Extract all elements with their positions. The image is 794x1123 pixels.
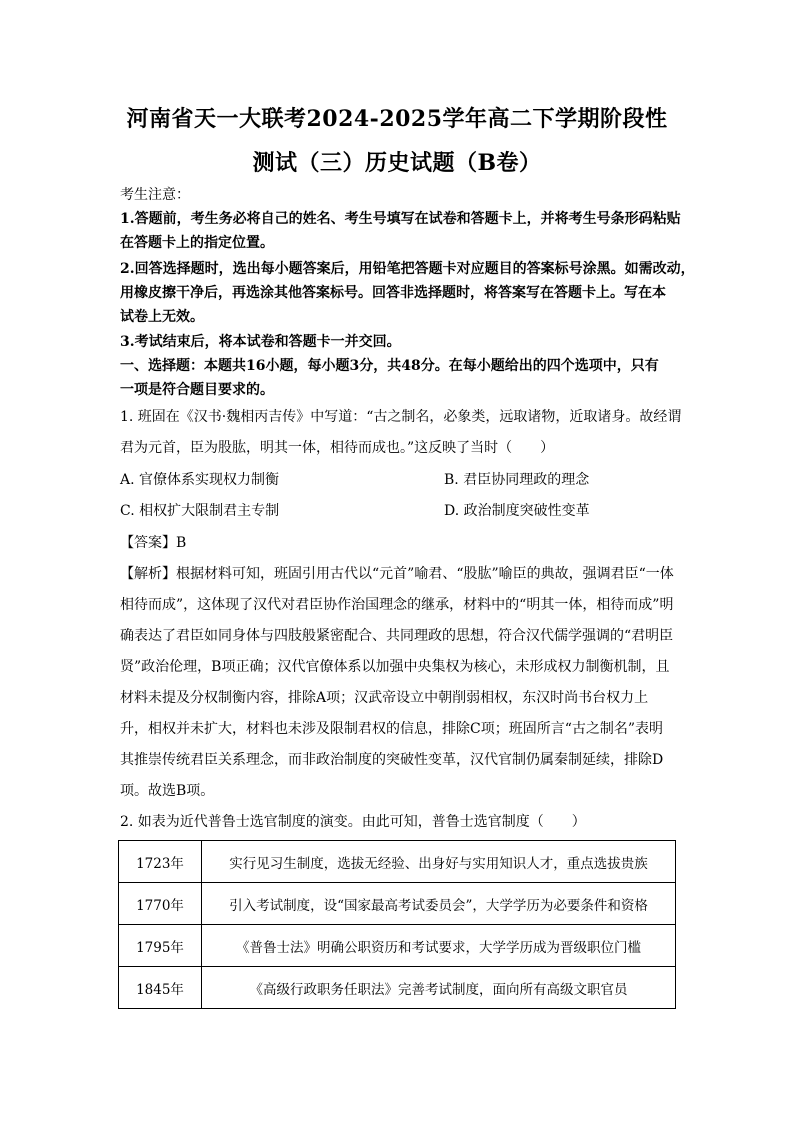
- q1-analysis-line: 相待而成”，这体现了汉代对君臣协作治国理念的继承，材料中的“明其一体，相待而成”明: [120, 597, 674, 613]
- table-row: [119, 925, 676, 967]
- table-cell-content: 引入考试制度，设“国家最高考试委员会”，大学学历为必要条件和资格: [202, 883, 676, 925]
- q1-stem-line: 君为元首，臣为股肱，明其一体，相待而成也。”这反映了当时（ ）: [120, 440, 555, 456]
- q1-analysis-line: 贤”政治伦理，B项正确；汉代官僚体系以加强中央集权为核心，未形成权力制衡机制，且: [120, 659, 670, 675]
- notice-line: 在答题卡上的指定位置。: [120, 235, 274, 251]
- table-row: [119, 841, 676, 883]
- q1-stem-line: 1. 班固在《汉书·魏相丙吉传》中写道：“古之制名，必象类，远取诸物，近取诸身。故经谓: [120, 409, 682, 425]
- notice-heading: 考生注意：: [120, 187, 190, 203]
- section-heading-cont: 一项是符合题目要求的。: [120, 382, 274, 398]
- q1-option-c: C. 相权扩大限制君主专制: [120, 503, 280, 519]
- table-cell-year: 1845年: [119, 967, 202, 1009]
- q1-analysis-line: 材料未提及分权制衡内容，排除A项；汉武帝设立中朝削弱相权，东汉时尚书台权力上: [120, 690, 649, 706]
- table-cell-content: 《高级行政职务任职法》完善考试制度，面向所有高级文职官员: [202, 967, 676, 1009]
- q1-analysis-line: 其推崇传统君臣关系理念，而非政治制度的突破性变革，汉代官制仍属秦制延续，排除D: [120, 752, 664, 768]
- table-cell-year: 1770年: [119, 883, 202, 925]
- table-cell-content: 实行见习生制度，选拔无经验、出身好与实用知识人才，重点选拔贵族: [202, 841, 676, 883]
- q1-analysis-line: 项。故选B项。: [120, 783, 215, 799]
- q2-stem: 2. 如表为近代普鲁士选官制度的演变。由此可知，普鲁士选官制度（ ）: [120, 814, 586, 830]
- q2-table: [118, 840, 676, 1009]
- q1-answer: 【答案】B: [120, 535, 187, 551]
- notice-line: 2.回答选择题时，选出每小题答案后，用铅笔把答题卡对应题目的答案标号涂黑。如需改动，: [120, 261, 695, 277]
- notice-line: 1.答题前，考生务必将自己的姓名、考生号填写在试卷和答题卡上，并将考生号条形码粘贴: [120, 211, 681, 227]
- q1-analysis-line: 确表达了君臣如同身体与四肢般紧密配合、共同理政的思想，符合汉代儒学强调的“君明臣: [120, 628, 674, 644]
- q1-option-d: D. 政治制度突破性变革: [444, 503, 590, 519]
- section-heading: 一、选择题：本题共16小题，每小题3分，共48分。在每小题给出的四个选项中，只有: [120, 358, 659, 374]
- notice-line: 试卷上无效。: [120, 309, 204, 325]
- q1-analysis-line: 升，相权并未扩大，材料也未涉及限制君权的信息，排除C项；班固所言“古之制名”表明: [120, 721, 664, 737]
- document-title-line1: 河南省天一大联考2024-2025学年高二下学期阶段性: [126, 106, 668, 132]
- q1-analysis-line: 【解析】根据材料可知，班固引用古代以“元首”喻君、“股肱”喻臣的典故，强调君臣“一体: [120, 566, 674, 582]
- table-cell-year: 1723年: [119, 841, 202, 883]
- notice-line: 3.考试结束后，将本试卷和答题卡一并交回。: [120, 334, 401, 350]
- q1-option-a: A. 官僚体系实现权力制衡: [120, 472, 280, 488]
- document-title-line2: 测试（三）历史试题（B卷）: [252, 150, 542, 176]
- table-row: [119, 883, 676, 925]
- table-row: [119, 967, 676, 1009]
- table-cell-year: 1795年: [119, 925, 202, 967]
- notice-line: 用橡皮擦干净后，再选涂其他答案标号。回答非选择题时，将答案写在答题卡上。写在本: [120, 285, 666, 301]
- q1-option-b: B. 君臣协同理政的理念: [444, 472, 590, 488]
- table-cell-content: 《普鲁士法》明确公职资历和考试要求，大学学历成为晋级职位门槛: [202, 925, 676, 967]
